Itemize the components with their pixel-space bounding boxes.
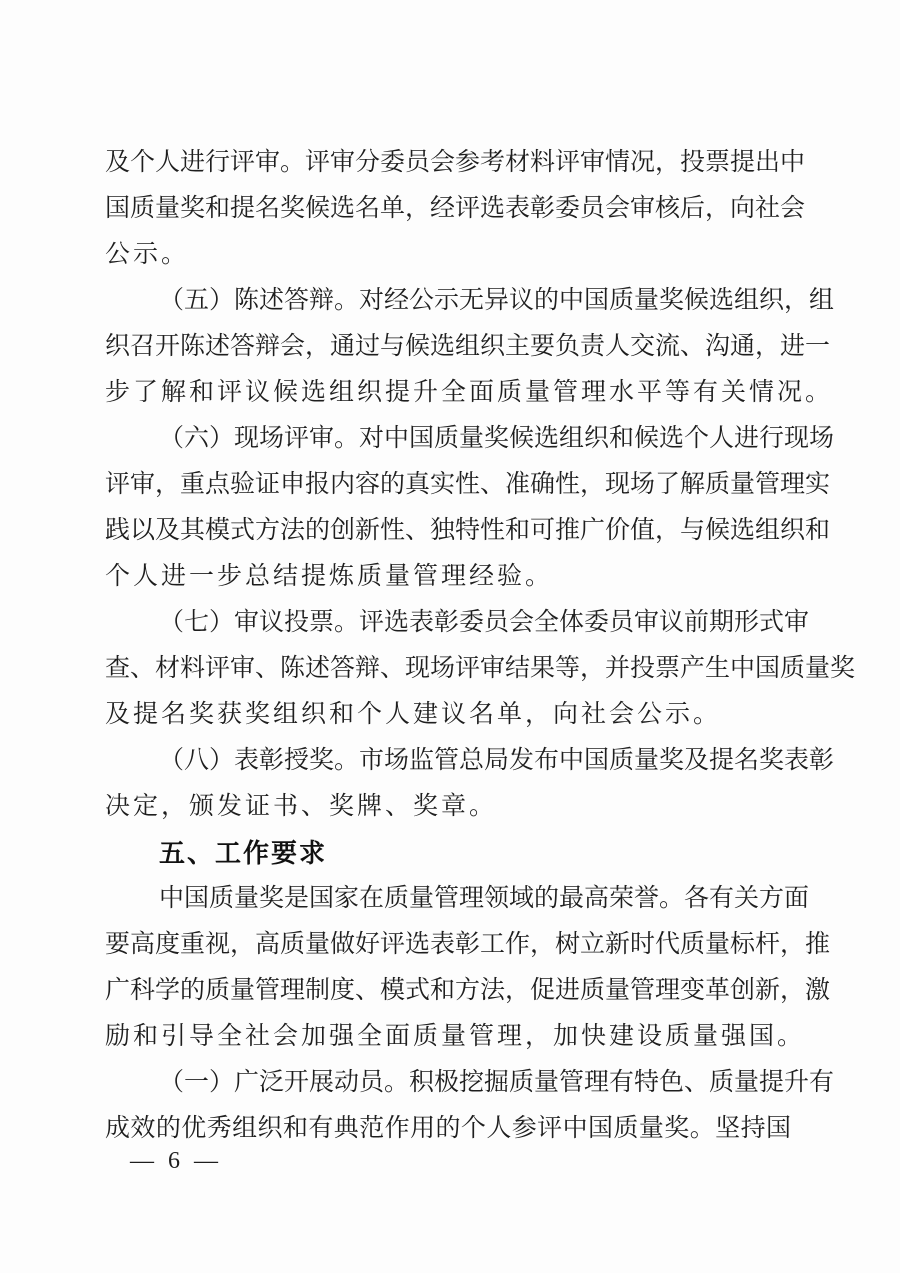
- text-line: （六）现场评审。对中国质量奖候选组织和候选个人进行现场: [159, 425, 835, 452]
- section-heading: 五、工作要求: [159, 838, 328, 868]
- text-line: 及个人进行评审。评审分委员会参考材料评审情况，投票提出中: [105, 149, 806, 176]
- text-line: 要高度重视，高质量做好评选表彰工作，树立新时代质量标杆，推: [105, 931, 831, 958]
- paragraph: [105, 416, 835, 600]
- text-line: 决定，颁发证书、奖牌、奖章。: [105, 793, 498, 820]
- paragraph: [105, 1060, 835, 1152]
- text-line: 及提名奖获奖组织和个人建议名单，向社会公示。: [105, 701, 722, 728]
- paragraph: [105, 278, 835, 416]
- paragraph: [105, 600, 856, 738]
- text-line: （五）陈述答辩。对经公示无异议的中国质量奖候选组织，组: [159, 287, 835, 314]
- text-line: 国质量奖和提名奖候选名单，经评选表彰委员会审核后，向社会: [105, 195, 806, 222]
- text-line: 公示。: [105, 241, 190, 268]
- page-number: — 6 —: [130, 1148, 222, 1174]
- text-line: 查、材料评审、陈述答辩、现场评审结果等，并投票产生中国质量奖: [105, 655, 856, 682]
- text-line: （一）广泛开展动员。积极挖掘质量管理有特色、质量提升有: [159, 1069, 835, 1096]
- paragraph: [105, 140, 806, 278]
- text-line: 励和引导全社会加强全面质量管理，加快建设质量强国。: [105, 1023, 806, 1050]
- text-line: 中国质量奖是国家在质量管理领域的最高荣誉。各有关方面: [159, 885, 810, 912]
- text-line: 个人进一步总结提炼质量管理经验。: [105, 563, 554, 590]
- text-line: 织召开陈述答辩会，通过与候选组织主要负责人交流、沟通，进一: [105, 333, 831, 360]
- paragraph: [105, 738, 835, 830]
- document-text-block: [105, 140, 856, 1152]
- text-line: 评审，重点验证申报内容的真实性、准确性，现场了解质量管理实: [105, 471, 831, 498]
- text-line: 践以及其模式方法的创新性、独特性和可推广价值，与候选组织和: [105, 517, 831, 544]
- paragraph: [105, 876, 831, 1060]
- text-line: 广科学的质量管理制度、模式和方法，促进质量管理变革创新，激: [105, 977, 831, 1004]
- text-line: （八）表彰授奖。市场监管总局发布中国质量奖及提名奖表彰: [159, 747, 835, 774]
- text-line: （七）审议投票。评选表彰委员会全体委员审议前期形式审: [159, 609, 810, 636]
- text-line: 成效的优秀组织和有典范作用的个人参评中国质量奖。坚持国: [105, 1115, 791, 1142]
- text-line: 步了解和评议候选组织提升全面质量管理水平等有关情况。: [105, 379, 834, 406]
